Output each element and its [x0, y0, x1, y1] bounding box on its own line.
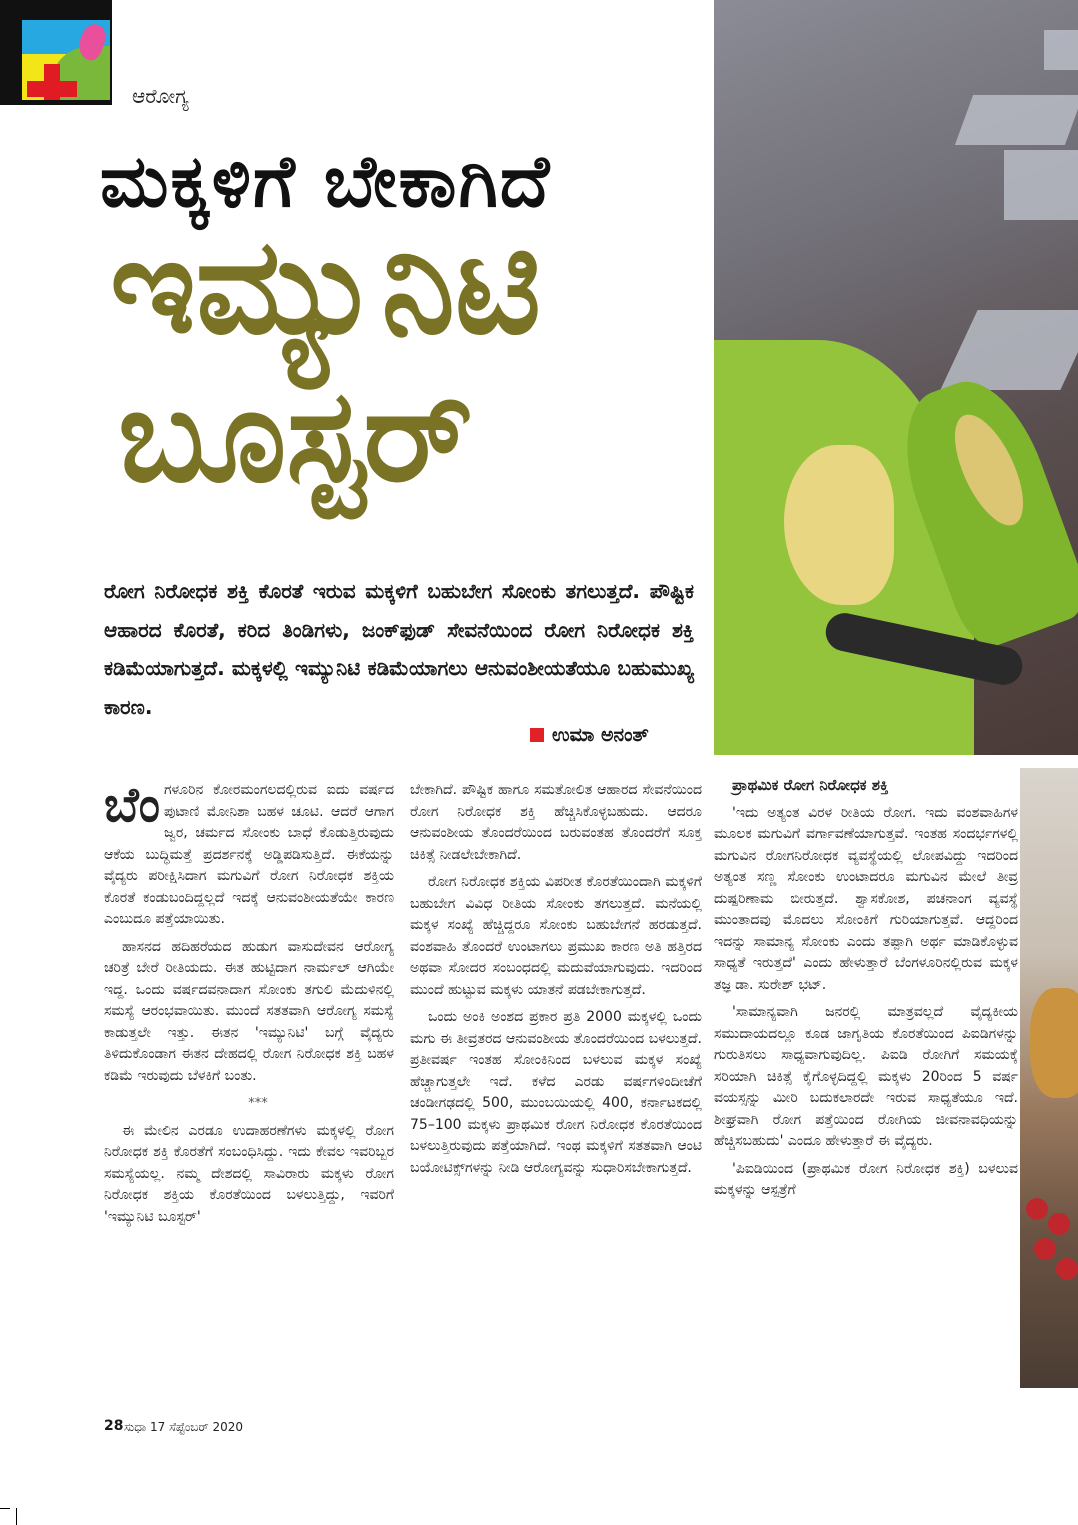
- paragraph: ಈ ಮೇಲಿನ ಎರಡೂ ಉದಾಹರಣೆಗಳು ಮಕ್ಕಳಲ್ಲಿ ರೋಗ ನಿರೋಧಕ ಶಕ್ತಿ ಕೊರತೆಗೆ ಸಂಬಂಧಿಸಿದ್ದು. ಇದು ಕೇವಲ ಇವರಿಬ್ಬರ ಸಮಸ್ಯೆಯಲ್ಲ. ನಮ್ಮ ದೇಶದಲ್ಲಿ ಸಾವಿರಾರು ಮಕ್ಕಳು ರೋಗ ನಿರೋಧಕ ಶಕ್ತಿಯ ಕೊರತೆಯಿಂದ ಬಳಲುತ್ತಿದ್ದು, ಇವರಿಗೆ 'ಇಮ್ಯುನಿಟಿ ಬೂಸ್ಟರ್': [104, 1122, 394, 1225]
- paragraph: ಬೇಕಾಗಿದೆ. ಪೌಷ್ಟಿಕ ಹಾಗೂ ಸಮತೋಲಿತ ಆಹಾರದ ಸೇವನೆಯಿಂದ ರೋಗ ನಿರೋಧಕ ಶಕ್ತಿ ಹೆಚ್ಚಿಸಿಕೊಳ್ಳಬಹುದು. ಆದರೂ ಆನುವಂಶೀಯ ತೊಂದರೆಯಿಂದ ಬರುವಂತಹ ತೊಂದರೆಗೆ ಸೂಕ್ತ ಚಿಕಿತ್ಸೆ ನೀಡಲೇಬೇಕಾಗಿದೆ.: [410, 782, 702, 863]
- article-column-2: [410, 780, 702, 1185]
- food-photo: [1020, 768, 1078, 1388]
- paragraph: 'ಸಾಮಾನ್ಯವಾಗಿ ಜನರಲ್ಲಿ ಮಾತ್ರವಲ್ಲದೆ ವೈದ್ಯಕೀಯ ಸಮುದಾಯದಲ್ಲೂ ಕೂಡ ಜಾಗೃತಿಯ ಕೊರತೆಯಿಂದ ಪಿಐಡಿಗಳನ್ನು ಗುರುತಿಸಲು ಸಾಧ್ಯವಾಗುವುದಿಲ್ಲ. ಪಿಐಡಿ ರೋಗಿಗೆ ಸಮಯಕ್ಕೆ ಸರಿಯಾಗಿ ಚಿಕಿತ್ಸೆ ಕೈಗೊಳ್ಳದಿದ್ದಲ್ಲಿ ಮಕ್ಕಳು 20ರಿಂದ 5 ವರ್ಷ ವಯಸ್ಸನ್ನು ಮೀರಿ ಬದುಕಲಾರದೇ ಇರುವ ಸಾಧ್ಯತೆಯೂ ಇದೆ. ಶೀಘ್ರವಾಗಿ ರೋಗ ಪತ್ತೆಯಿಂದ ರೋಗಿಯ ಜೀವನಾವಧಿಯನ್ನು ಹೆಚ್ಚಿಸಬಹುದು' ಎಂದೂ ಹೇಳುತ್ತಾರೆ ಈ ವೈದ್ಯರು.: [714, 1004, 1018, 1149]
- paragraph: ರೋಗ ನಿರೋಧಕ ಶಕ್ತಿಯ ವಿಪರೀತ ಕೊರತೆಯಿಂದಾಗಿ ಮಕ್ಕಳಿಗೆ ಬಹುಬೇಗ ವಿವಿಧ ರೀತಿಯ ಸೋಂಕು ತಗಲುತ್ತದೆ. ಮನೆಯಲ್ಲಿ ಮಕ್ಕಳ ಸಂಖ್ಯೆ ಹೆಚ್ಚಿದ್ದರೂ ಸೋಂಕು ಬಹುಬೇಗನೆ ಹರಡುತ್ತದೆ. ವಂಶವಾಹಿ ತೊಂದರೆ ಉಂಟಾಗಲು ಪ್ರಮುಖ ಕಾರಣ ಅತಿ ಹತ್ತಿರದ ಅಥವಾ ಸೋದರ ಸಂಬಂಧದಲ್ಲಿ ಮದುವೆಯಾಗುವುದು. ಇದರಿಂದ ಮುಂದೆ ಹುಟ್ಟುವ ಮಕ್ಕಳು ಯಾತನೆ ಪಡಬೇಕಾಗುತ್ತದೆ.: [410, 874, 702, 998]
- headline-line-3: ಬೂಸ್ಟರ್: [118, 362, 473, 511]
- crop-mark: [0, 1508, 10, 1509]
- section-break: ***: [248, 1096, 268, 1111]
- section-label: ಆರೋಗ್ಯ: [132, 84, 189, 108]
- first-aid-butterfly-icon: [22, 20, 110, 100]
- hero-photo: [714, 0, 1078, 755]
- paragraph: 'ಇದು ಅತ್ಯಂತ ವಿರಳ ರೀತಿಯ ರೋಗ. ಇದು ವಂಶವಾಹಿಗಳ ಮೂಲಕ ಮಗುವಿಗೆ ವರ್ಗಾವಣೆಯಾಗುತ್ತವೆ. ಇಂತಹ ಸಂದರ್ಭಗಳಲ್ಲಿ ಮಗುವಿನ ರೋಗನಿರೋಧಕ ವ್ಯವಸ್ಥೆಯಲ್ಲಿ ಲೋಪವಿದ್ದು ಇದರಿಂದ ಅತ್ಯಂತ ಸಣ್ಣ ಸೋಂಕು ಉಂಟಾದರೂ ಮಗುವಿನ ಮೇಲೆ ತೀವ್ರ ದುಷ್ಪರಿಣಾಮ ಬೀರುತ್ತದೆ. ಶ್ವಾಸಕೋಶ, ಪಚನಾಂಗ ವ್ಯವಸ್ಥೆ ಮುಂತಾದವು ಮೊದಲು ಸೋಂಕಿಗೆ ಗುರಿಯಾಗುತ್ತವೆ. ಆದ್ದರಿಂದ ಇದನ್ನು ಸಾಮಾನ್ಯ ಸೋಂಕು ಎಂದು ತಪ್ಪಾಗಿ ಅರ್ಥ ಮಾಡಿಕೊಳ್ಳುವ ಸಾಧ್ಯತೆ ಇರುತ್ತದೆ' ಎಂದು ಹೇಳುತ್ತಾರೆ ಬೆಂಗಳೂರಿನಲ್ಲಿರುವ ಮಕ್ಕಳ ತಜ್ಞ ಡಾ. ಸುರೇಶ್ ಭಟ್.: [714, 804, 1018, 993]
- byline-marker: [530, 728, 544, 742]
- headline-line-2: ಇಮ್ಯುನಿಟಿ: [110, 210, 542, 364]
- crop-mark: [16, 1508, 17, 1525]
- byline: [530, 724, 649, 746]
- paragraph: 'ಪಿಐಡಿಯಿಂದ (ಪ್ರಾಥಮಿಕ ರೋಗ ನಿರೋಧಕ ಶಕ್ತಿ) ಬಳಲುವ ಮಕ್ಕಳನ್ನು ಆಸ್ಪತ್ರೆಗೆ: [714, 1160, 1018, 1198]
- paragraph: ಬೆಂಗಳೂರಿನ ಕೋರಮಂಗಲದಲ್ಲಿರುವ ಐದು ವರ್ಷದ ಪುಟಾಣಿ ಮೋನಿಶಾ ಬಹಳ ಚೂಟಿ. ಆದರೆ ಆಗಾಗ ಜ್ವರ, ಚರ್ಮದ ಸೋಂಕು ಬಾಧೆ ಕೊಡುತ್ತಿರುವುದು ಆಕೆಯ ಬುದ್ಧಿಮತ್ತೆ ಪ್ರದರ್ಶನಕ್ಕೆ ಅಡ್ಡಿಪಡಿಸುತ್ತಿದೆ. ಈಕೆಯನ್ನು ವೈದ್ಯರು ಪರೀಕ್ಷಿಸಿದಾಗ ಮಗುವಿಗೆ ರೋಗ ನಿರೋಧಕ ಶಕ್ತಿಯ ಕೊರತೆ ಕಂಡುಬಂದಿದ್ದಲ್ಲದೆ ಇದಕ್ಕೆ ಆನುವಂಶೀಯತೆಯೇ ಕಾರಣ ಎಂಬುದೂ ಪತ್ತೆಯಾಯಿತು.: [104, 777, 394, 927]
- paragraph: ಹಾಸನದ ಹದಿಹರೆಯದ ಹುಡುಗ ವಾಸುದೇವನ ಆರೋಗ್ಯ ಚರಿತ್ರೆ ಬೇರೆ ರೀತಿಯದು. ಈತ ಹುಟ್ಟಿದಾಗ ನಾರ್ಮಲ್ ಆಗಿಯೇ ಇದ್ದ. ಒಂದು ವರ್ಷದವನಾದಾಗ ಸೋಂಕು ತಗುಲಿ ಮೆದುಳಿನಲ್ಲಿ ಸಮಸ್ಯೆ ಆರಂಭವಾಯಿತು. ಮುಂದೆ ಸತತವಾಗಿ ಆರೋಗ್ಯ ಸಮಸ್ಯೆ ಕಾಡುತ್ತಲೇ ಇತ್ತು. ಈತನ 'ಇಮ್ಯುನಿಟಿ' ಬಗ್ಗೆ ವೈದ್ಯರು ತಿಳಿದುಕೊಂಡಾಗ ಈತನ ದೇಹದಲ್ಲಿ ರೋಗ ನಿರೋಧಕ ಶಕ್ತಿ ಬಹಳ ಕಡಿಮೆ ಇರುವುದು ಬೆಳಕಿಗೆ ಬಂತು.: [104, 938, 394, 1084]
- subheading: ಪ್ರಾಥಮಿಕ ರೋಗ ನಿರೋಧಕ ಶಕ್ತಿ: [732, 776, 889, 794]
- article-column-3: [714, 775, 1018, 1208]
- drop-cap: ಬೆಂ: [104, 777, 160, 833]
- byline-author: ಉಮಾ ಅನಂತ್: [552, 724, 649, 746]
- headline-line-1: ಮಕ್ಕಳಿಗೆ ಬೇಕಾಗಿದೆ: [100, 138, 552, 223]
- standfirst: ರೋಗ ನಿರೋಧಕ ಶಕ್ತಿ ಕೊರತೆ ಇರುವ ಮಕ್ಕಳಿಗೆ ಬಹುಬೇಗ ಸೋಂಕು ತಗಲುತ್ತದೆ. ಪೌಷ್ಟಿಕ ಆಹಾರದ ಕೊರತೆ, ಕರಿದ ತಿಂಡಿಗಳು, ಜಂಕ್‌ಫುಡ್ ಸೇವನೆಯಿಂದ ರೋಗ ನಿರೋಧಕ ಶಕ್ತಿ ಕಡಿಮೆಯಾಗುತ್ತದೆ. ಮಕ್ಕಳಲ್ಲಿ ಇಮ್ಯುನಿಟಿ ಕಡಿಮೆಯಾಗಲು ಆನುವಂಶೀಯತೆಯೂ ಬಹುಮುಖ್ಯ ಕಾರಣ.: [104, 579, 694, 719]
- article-column-1: [104, 777, 394, 1234]
- issue-info: ಸುಧಾ 17 ಸೆಪ್ಟೆಂಬರ್ 2020: [124, 1420, 243, 1434]
- page-number: 28: [104, 1418, 124, 1434]
- paragraph: ಒಂದು ಅಂಕಿ ಅಂಶದ ಪ್ರಕಾರ ಪ್ರತಿ 2000 ಮಕ್ಕಳಲ್ಲಿ ಒಂದು ಮಗು ಈ ತೀವ್ರತರದ ಆನುವಂಶೀಯ ತೊಂದರೆಯಿಂದ ಬಳಲುತ್ತದೆ. ಪ್ರತೀವರ್ಷ ಇಂತಹ ಸೋಂಕಿನಿಂದ ಬಳಲುವ ಮಕ್ಕಳ ಸಂಖ್ಯೆ ಹೆಚ್ಚಾಗುತ್ತಲೇ ಇದೆ. ಕಳೆದ ಎರಡು ವರ್ಷಗಳಿಂದೀಚೆಗೆ ಚಂಡೀಗಢದಲ್ಲಿ 500, ಮುಂಬಯಿಯಲ್ಲಿ 400, ಕರ್ನಾಟಕದಲ್ಲಿ 75–100 ಮಕ್ಕಳು ಪ್ರಾಥಮಿಕ ರೋಗ ನಿರೋಧಕ ಕೊರತೆಯಿಂದ ಬಳಲುತ್ತಿರುವುದು ಪತ್ತೆಯಾಗಿದೆ. ಇಂಥ ಮಕ್ಕಳಿಗೆ ಸತತವಾಗಿ ಆಂಟಿ ಬಯೋಟಿಕ್ಸ್‌ಗಳನ್ನು ನೀಡಿ ಆರೋಗ್ಯವನ್ನು ಸುಧಾರಿಸಬೇಕಾಗುತ್ತದೆ.: [410, 1009, 702, 1176]
